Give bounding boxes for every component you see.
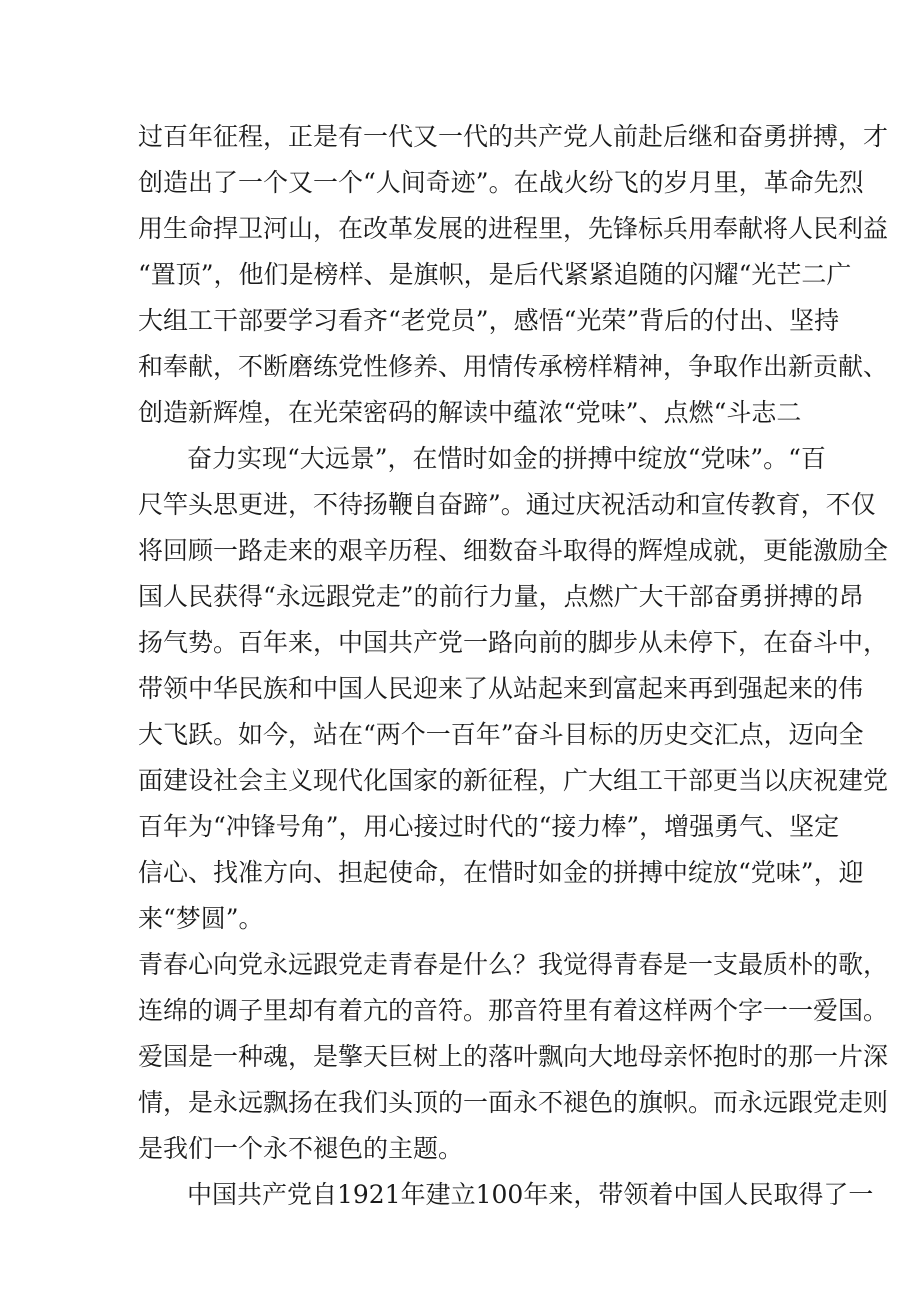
paragraph-3-line-1: 青春心向党永远跟党走青春是什么？我觉得青春是一支最质朴的歌， [138, 950, 889, 979]
paragraph-1-line-3: 用生命捍卫河山，在改革发展的进程里，先锋标兵用奉献将人民利益 [138, 214, 889, 243]
paragraph-2-line-3: 将回顾一路走来的艰辛历程、细数奋斗取得的辉煌成就，更能激励全 [138, 536, 889, 565]
paragraph-2-line-4: 国人民获得“永远跟党走”的前行力量，点燃广大干部奋勇拼搏的昂 [138, 582, 864, 611]
paragraph-2-line-2: 尺竿头思更进，不待扬鞭自奋蹄”。通过庆祝活动和宣传教育，不仅 [138, 490, 876, 519]
paragraph-2-line-5: 扬气势。百年来，中国共产党一路向前的脚步从未停下，在奋斗中， [138, 628, 889, 657]
paragraph-3-line-3: 爱国是一种魂，是擎天巨树上的落叶飘向大地母亲怀抱时的那一片深 [138, 1042, 889, 1071]
paragraph-2-line-8: 面建设社会主义现代化国家的新征程，广大组工干部更当以庆祝建党 [138, 766, 889, 795]
paragraph-2-line-7: 大飞跃。如今，站在“两个一百年”奋斗目标的历史交汇点，迈向全 [138, 720, 864, 749]
paragraph-1-line-1: 过百年征程，正是有一代又一代的共产党人前赴后继和奋勇拼搏，才 [138, 122, 889, 151]
paragraph-1-line-6: 和奉献，不断磨练党性修养、用情传承榜样精神，争取作出新贡献、 [138, 352, 889, 381]
paragraph-2-line-1: 奋力实现“大远景”，在惜时如金的拼搏中绽放“党味”。“百 [187, 444, 826, 473]
paragraph-4-line-1: 中国共产党自1921年建立100年来，带领着中国人民取得了一 [187, 1180, 874, 1209]
paragraph-2-line-11: 来“梦圆”。 [138, 904, 264, 933]
paragraph-2-line-9: 百年为“冲锋号角”，用心接过时代的“接力棒”，增强勇气、坚定 [138, 812, 840, 841]
paragraph-1-line-4: “置顶”，他们是榜样、是旗帜，是后代紧紧追随的闪耀“光芒二广 [138, 260, 852, 289]
paragraph-3-line-4: 情，是永远飘扬在我们头顶的一面永不褪色的旗帜。而永远跟党走则 [138, 1088, 889, 1117]
paragraph-2-line-10: 信心、找准方向、担起使命，在惜时如金的拼搏中绽放“党味”，迎 [138, 858, 864, 887]
paragraph-3-line-2: 连绵的调子里却有着亢的音符。那音符里有着这样两个字一一爱国。 [138, 996, 889, 1025]
paragraph-2-line-6: 带领中华民族和中国人民迎来了从站起来到富起来再到强起来的伟 [138, 674, 864, 703]
paragraph-1-line-5: 大组工干部要学习看齐“老党员”，感悟“光荣”背后的付出、坚持 [138, 306, 840, 335]
paragraph-1-line-7: 创造新辉煌，在光荣密码的解读中蕴浓“党味”、点燃“斗志二 [138, 398, 802, 427]
paragraph-3-line-5: 是我们一个永不褪色的主题。 [138, 1134, 464, 1163]
paragraph-1-line-2: 创造出了一个又一个“人间奇迹”。在战火纷飞的岁月里，革命先烈 [138, 168, 864, 197]
